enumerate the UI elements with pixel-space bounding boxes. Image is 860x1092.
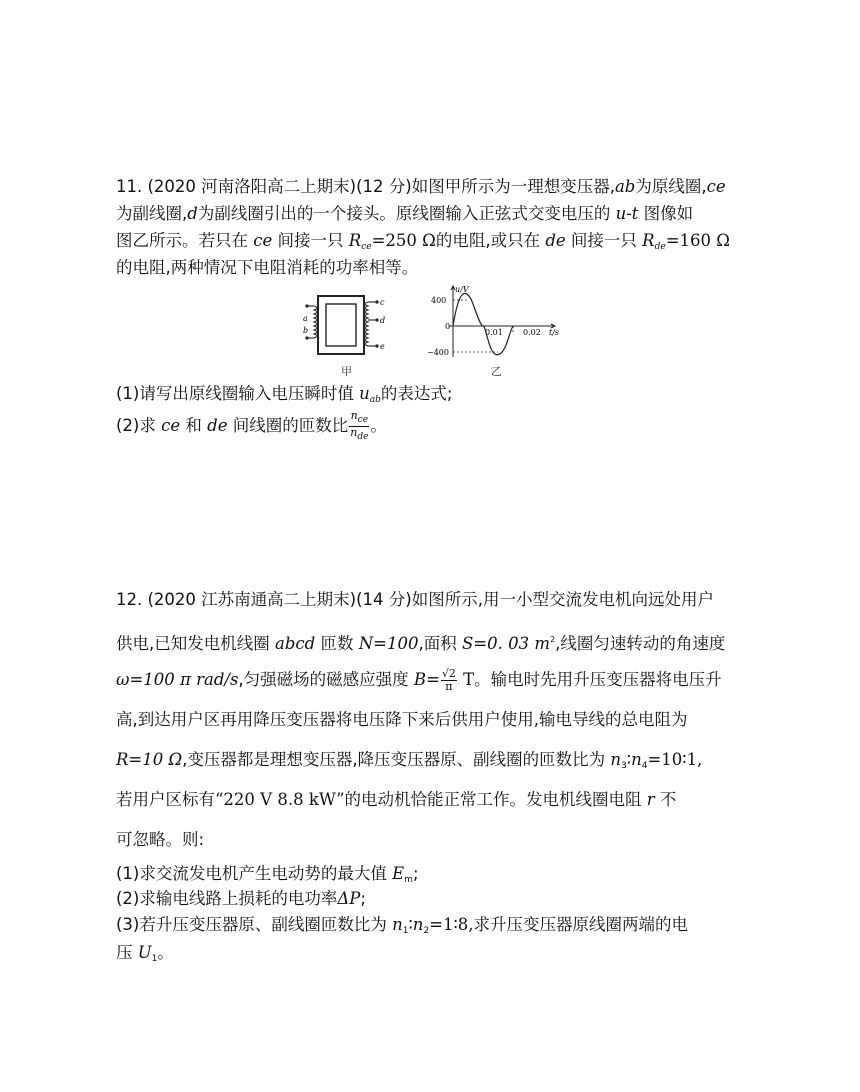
- q12-sub-2: (2)求输电线路上损耗的电功率ΔP;: [116, 889, 366, 908]
- q12-line-4: 高,到达用户区再用降压变压器将电压降下来后供用户使用,输电导线的总电阻为: [116, 710, 688, 729]
- caption-jia: 甲: [341, 365, 352, 378]
- voltage-time-graph: [425, 283, 565, 363]
- q11-sub-1: (1)请写出原线圈输入电压瞬时值 $u_{ab}$的表达式;: [116, 384, 453, 405]
- label-b: b: [303, 326, 309, 335]
- turns-ratio-fraction: $\frac{n_{ce}}{n_{de}}$: [350, 409, 369, 442]
- q12-sub-3-line-2: 压 $U_1$。: [116, 943, 174, 964]
- graph-ylabel: u/V: [455, 285, 469, 294]
- q12-sub-3: (3)若升压变压器原、副线圈匝数比为 $n_1∶n_2=1∶8$,求升压变压器原线圈两端的电: [116, 915, 689, 936]
- caption-yi: 乙: [491, 365, 502, 378]
- label-c: c: [380, 298, 385, 307]
- q11-sub-2: (2)求 ce 和 de 间线圈的匝数比 $\frac{n_{ce}}{n_{de}}$ 。: [116, 409, 387, 442]
- b-field-fraction: $\frac{√2}{\pi}$: [441, 667, 456, 693]
- q12-line-1: 12. (2020 江苏南通高二上期末)(14 分)如图所示,用一小型交流发电机向远处用户: [116, 590, 714, 609]
- q11-line-2: 为副线圈,d为副线圈引出的一个接头。原线圈输入正弦式交变电压的 u-t 图像如: [116, 204, 694, 223]
- graph-xtick-2: 0.02: [523, 328, 541, 337]
- label-e: e: [380, 342, 385, 351]
- label-a: a: [303, 314, 308, 323]
- graph-ytick-zero: 0: [445, 322, 451, 331]
- q12-line-5: R=10 Ω,变压器都是理想变压器,降压变压器原、副线圈的匝数比为 $n_3∶n_4=10∶1$,: [116, 750, 703, 771]
- q12-line-3: ω=100 π rad/s,匀强磁场的磁感应强度 B= $\frac{√2}{\pi}$ T。输电时先用升压变压器将电压升: [116, 667, 722, 693]
- q11-line-3: 图乙所示。若只在 ce 间接一只 $R_{ce}=250$ Ω的电阻,或只在 de 间接一只 $R_{de}=160$ Ω: [116, 231, 730, 252]
- graph-ytick-top: 400: [431, 296, 447, 305]
- transformer-figure: [290, 290, 400, 362]
- graph-xtick-1: 0.01: [485, 328, 503, 337]
- label-d: d: [380, 316, 386, 325]
- q12-line-2: 供电,已知发电机线圈 abcd 匝数 N=100,面积 S=0. 03 $m^2$,线圈匀速转动的角速度: [116, 634, 726, 653]
- graph-ytick-bottom: −400: [427, 348, 449, 357]
- q11-line-1: 11. (2020 河南洛阳高二上期末)(12 分)如图甲所示为一理想变压器,ab为原线圈,ce: [116, 177, 726, 196]
- q12-sub-1: (1)求交流发电机产生电动势的最大值 $E_m$;: [116, 864, 419, 885]
- q11-line-4: 的电阻,两种情况下电阻消耗的功率相等。: [116, 258, 419, 277]
- graph-xlabel: t/s: [549, 328, 560, 337]
- q12-line-7: 可忽略。则:: [116, 830, 205, 849]
- q12-line-6: 若用户区标有“220 V 8.8 kW”的电动机恰能正常工作。发电机线圈电阻 r 不: [116, 790, 677, 809]
